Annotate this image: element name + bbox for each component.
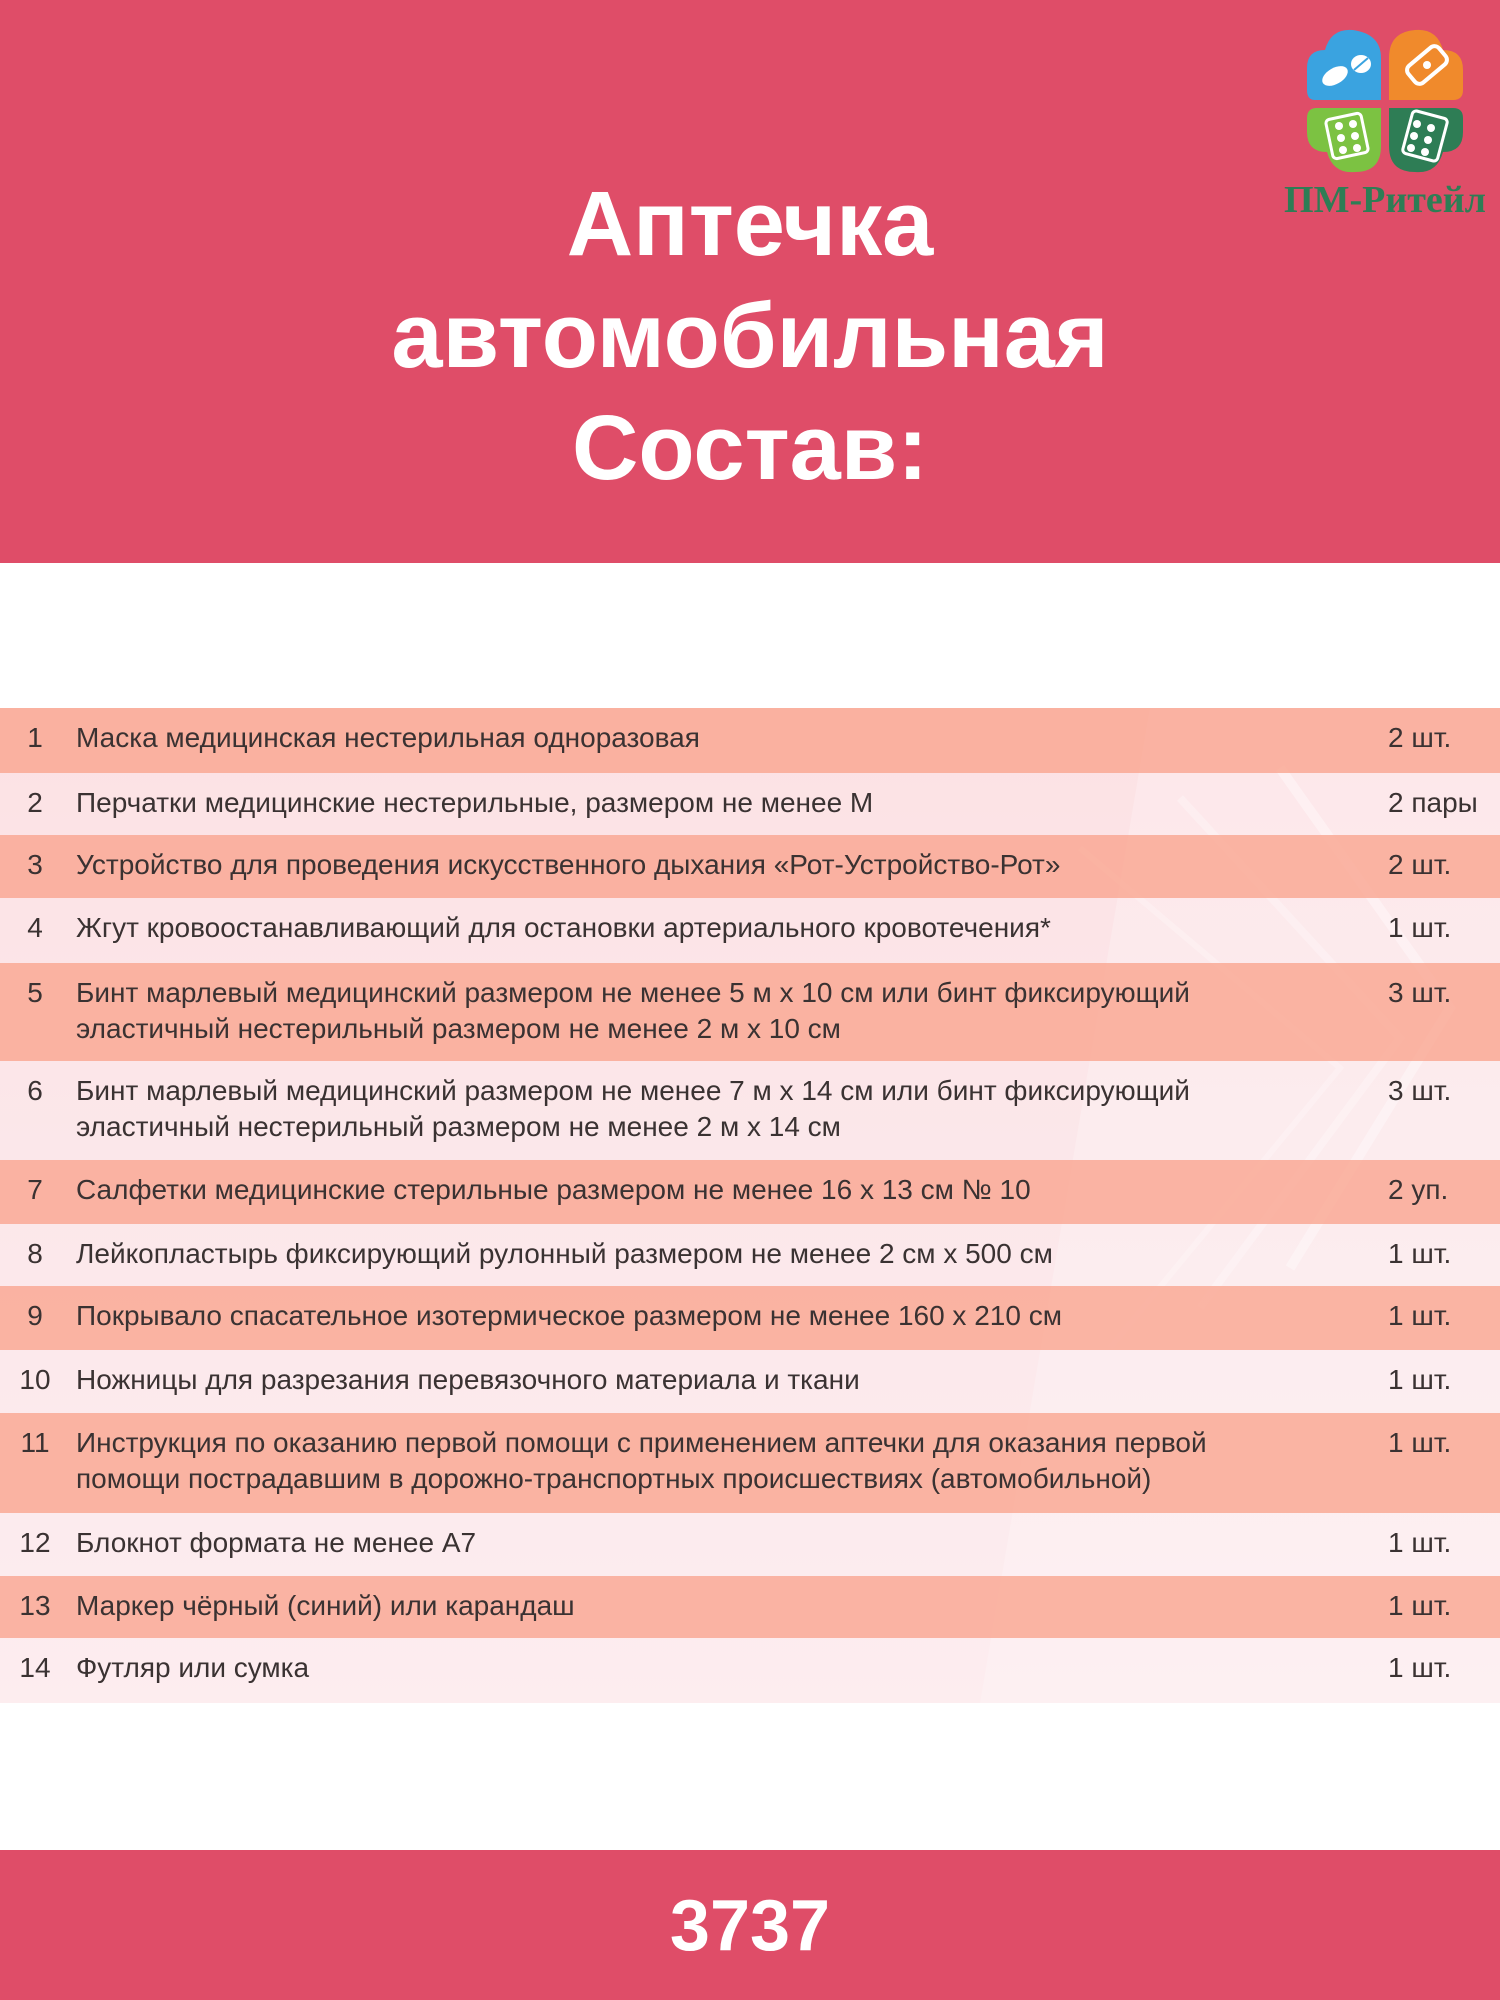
row-item-line: эластичный нестерильный размером не менее 2 м х 14 см xyxy=(76,1111,841,1142)
row-item-line: Маска медицинская нестерильная одноразовая xyxy=(76,722,700,753)
table-row xyxy=(0,1224,1500,1286)
row-item-line: Жгут кровоостанавливающий для остановки артериального кровотечения* xyxy=(76,912,1051,943)
row-quantity: 2 пары xyxy=(1388,787,1478,818)
table-row xyxy=(0,1576,1500,1638)
pills-icon xyxy=(1307,30,1381,100)
row-item-text xyxy=(76,1073,1366,1145)
row-quantity: 1 шт. xyxy=(1388,1590,1452,1621)
row-item-text xyxy=(76,1298,1366,1334)
contents-table xyxy=(0,708,1500,1703)
row-item-line: Ножницы для разрезания перевязочного материала и ткани xyxy=(76,1364,860,1395)
row-item-line: Инструкция по оказанию первой помощи с применением аптечки для оказания первой xyxy=(76,1427,1207,1458)
table-row xyxy=(0,1061,1500,1160)
row-number: 2 xyxy=(27,787,43,818)
row-item-line: Покрывало спасательное изотермическое размером не менее 160 х 210 см xyxy=(76,1300,1062,1331)
row-quantity: 1 шт. xyxy=(1388,1652,1452,1683)
logo-text: ПМ-Ритейл xyxy=(1284,179,1486,221)
table-row xyxy=(0,773,1500,835)
row-item-text xyxy=(76,1172,1366,1208)
row-item-line: Устройство для проведения искусственного дыхания «Рот-Устройство-Рот» xyxy=(76,849,1061,880)
row-item-text xyxy=(76,1588,1366,1624)
row-number: 4 xyxy=(27,912,43,943)
row-quantity: 3 шт. xyxy=(1388,1075,1452,1106)
row-item-text xyxy=(76,720,1366,756)
row-quantity: 1 шт. xyxy=(1388,1527,1452,1558)
blister-pack-icon xyxy=(1307,108,1381,172)
row-item-line: Бинт марлевый медицинский размером не менее 7 м х 14 см или бинт фиксирующий xyxy=(76,1075,1190,1106)
header-banner xyxy=(0,0,1500,563)
table-row xyxy=(0,835,1500,898)
brand-logo xyxy=(1280,28,1490,228)
row-number: 12 xyxy=(19,1527,51,1558)
row-quantity: 2 уп. xyxy=(1388,1174,1449,1205)
table-row xyxy=(0,708,1500,773)
row-item-text xyxy=(76,1525,1366,1561)
row-item-line: помощи пострадавшим в дорожно-транспортных происшествиях (автомобильной) xyxy=(76,1463,1152,1494)
row-number: 3 xyxy=(27,849,43,880)
row-item-line: Маркер чёрный (синий) или карандаш xyxy=(76,1590,575,1621)
table-row xyxy=(0,1638,1500,1703)
row-number: 1 xyxy=(27,722,43,753)
bandage-icon xyxy=(1389,30,1463,100)
row-item-text xyxy=(76,1362,1366,1398)
row-item-line: Перчатки медицинские нестерильные, размером не менее М xyxy=(76,787,874,818)
row-item-text xyxy=(76,910,1366,946)
row-number: 6 xyxy=(27,1075,43,1106)
row-item-line: Футляр или сумка xyxy=(76,1652,310,1683)
page-title xyxy=(0,168,1500,504)
row-number: 10 xyxy=(19,1364,51,1395)
row-item-line: эластичный нестерильный размером не менее 2 м х 10 см xyxy=(76,1013,841,1044)
title-line-3: Состав: xyxy=(571,397,928,499)
row-item-text xyxy=(76,1236,1366,1272)
row-item-text xyxy=(76,975,1366,1047)
row-number: 9 xyxy=(27,1300,43,1331)
row-quantity: 2 шт. xyxy=(1388,849,1452,880)
row-quantity: 1 шт. xyxy=(1388,1238,1452,1269)
row-quantity: 1 шт. xyxy=(1388,1427,1452,1458)
footer-banner xyxy=(0,1850,1500,2000)
row-item-line: Салфетки медицинские стерильные размером не менее 16 х 13 см № 10 xyxy=(76,1174,1031,1205)
row-item-text xyxy=(76,785,1366,821)
row-item-text xyxy=(76,847,1366,883)
row-number: 14 xyxy=(19,1652,51,1683)
row-item-text xyxy=(76,1650,1366,1686)
table-row xyxy=(0,1350,1500,1413)
row-quantity: 2 шт. xyxy=(1388,722,1452,753)
table-row xyxy=(0,1286,1500,1350)
tablets-blister-icon xyxy=(1389,108,1463,172)
row-quantity: 3 шт. xyxy=(1388,977,1452,1008)
row-item-line: Блокнот формата не менее А7 xyxy=(76,1527,477,1558)
row-item-line: Бинт марлевый медицинский размером не менее 5 м х 10 см или бинт фиксирующий xyxy=(76,977,1190,1008)
table-row xyxy=(0,1513,1500,1576)
table-row xyxy=(0,898,1500,963)
row-number: 7 xyxy=(27,1174,43,1205)
logo-mark xyxy=(1307,28,1463,174)
row-number: 5 xyxy=(27,977,43,1008)
row-quantity: 1 шт. xyxy=(1388,1300,1452,1331)
row-quantity: 1 шт. xyxy=(1388,912,1452,943)
product-code: 3737 xyxy=(669,1886,831,1966)
table-row xyxy=(0,963,1500,1061)
title-line-1: Аптечка xyxy=(566,173,934,275)
row-item-text xyxy=(76,1425,1366,1497)
row-number: 11 xyxy=(20,1427,50,1458)
row-number: 8 xyxy=(27,1238,43,1269)
table-row xyxy=(0,1413,1500,1513)
row-item-line: Лейкопластырь фиксирующий рулонный размером не менее 2 см х 500 см xyxy=(76,1238,1053,1269)
row-number: 13 xyxy=(19,1590,51,1621)
title-line-2: автомобильная xyxy=(391,285,1109,387)
row-quantity: 1 шт. xyxy=(1388,1364,1452,1395)
table-row xyxy=(0,1160,1500,1224)
